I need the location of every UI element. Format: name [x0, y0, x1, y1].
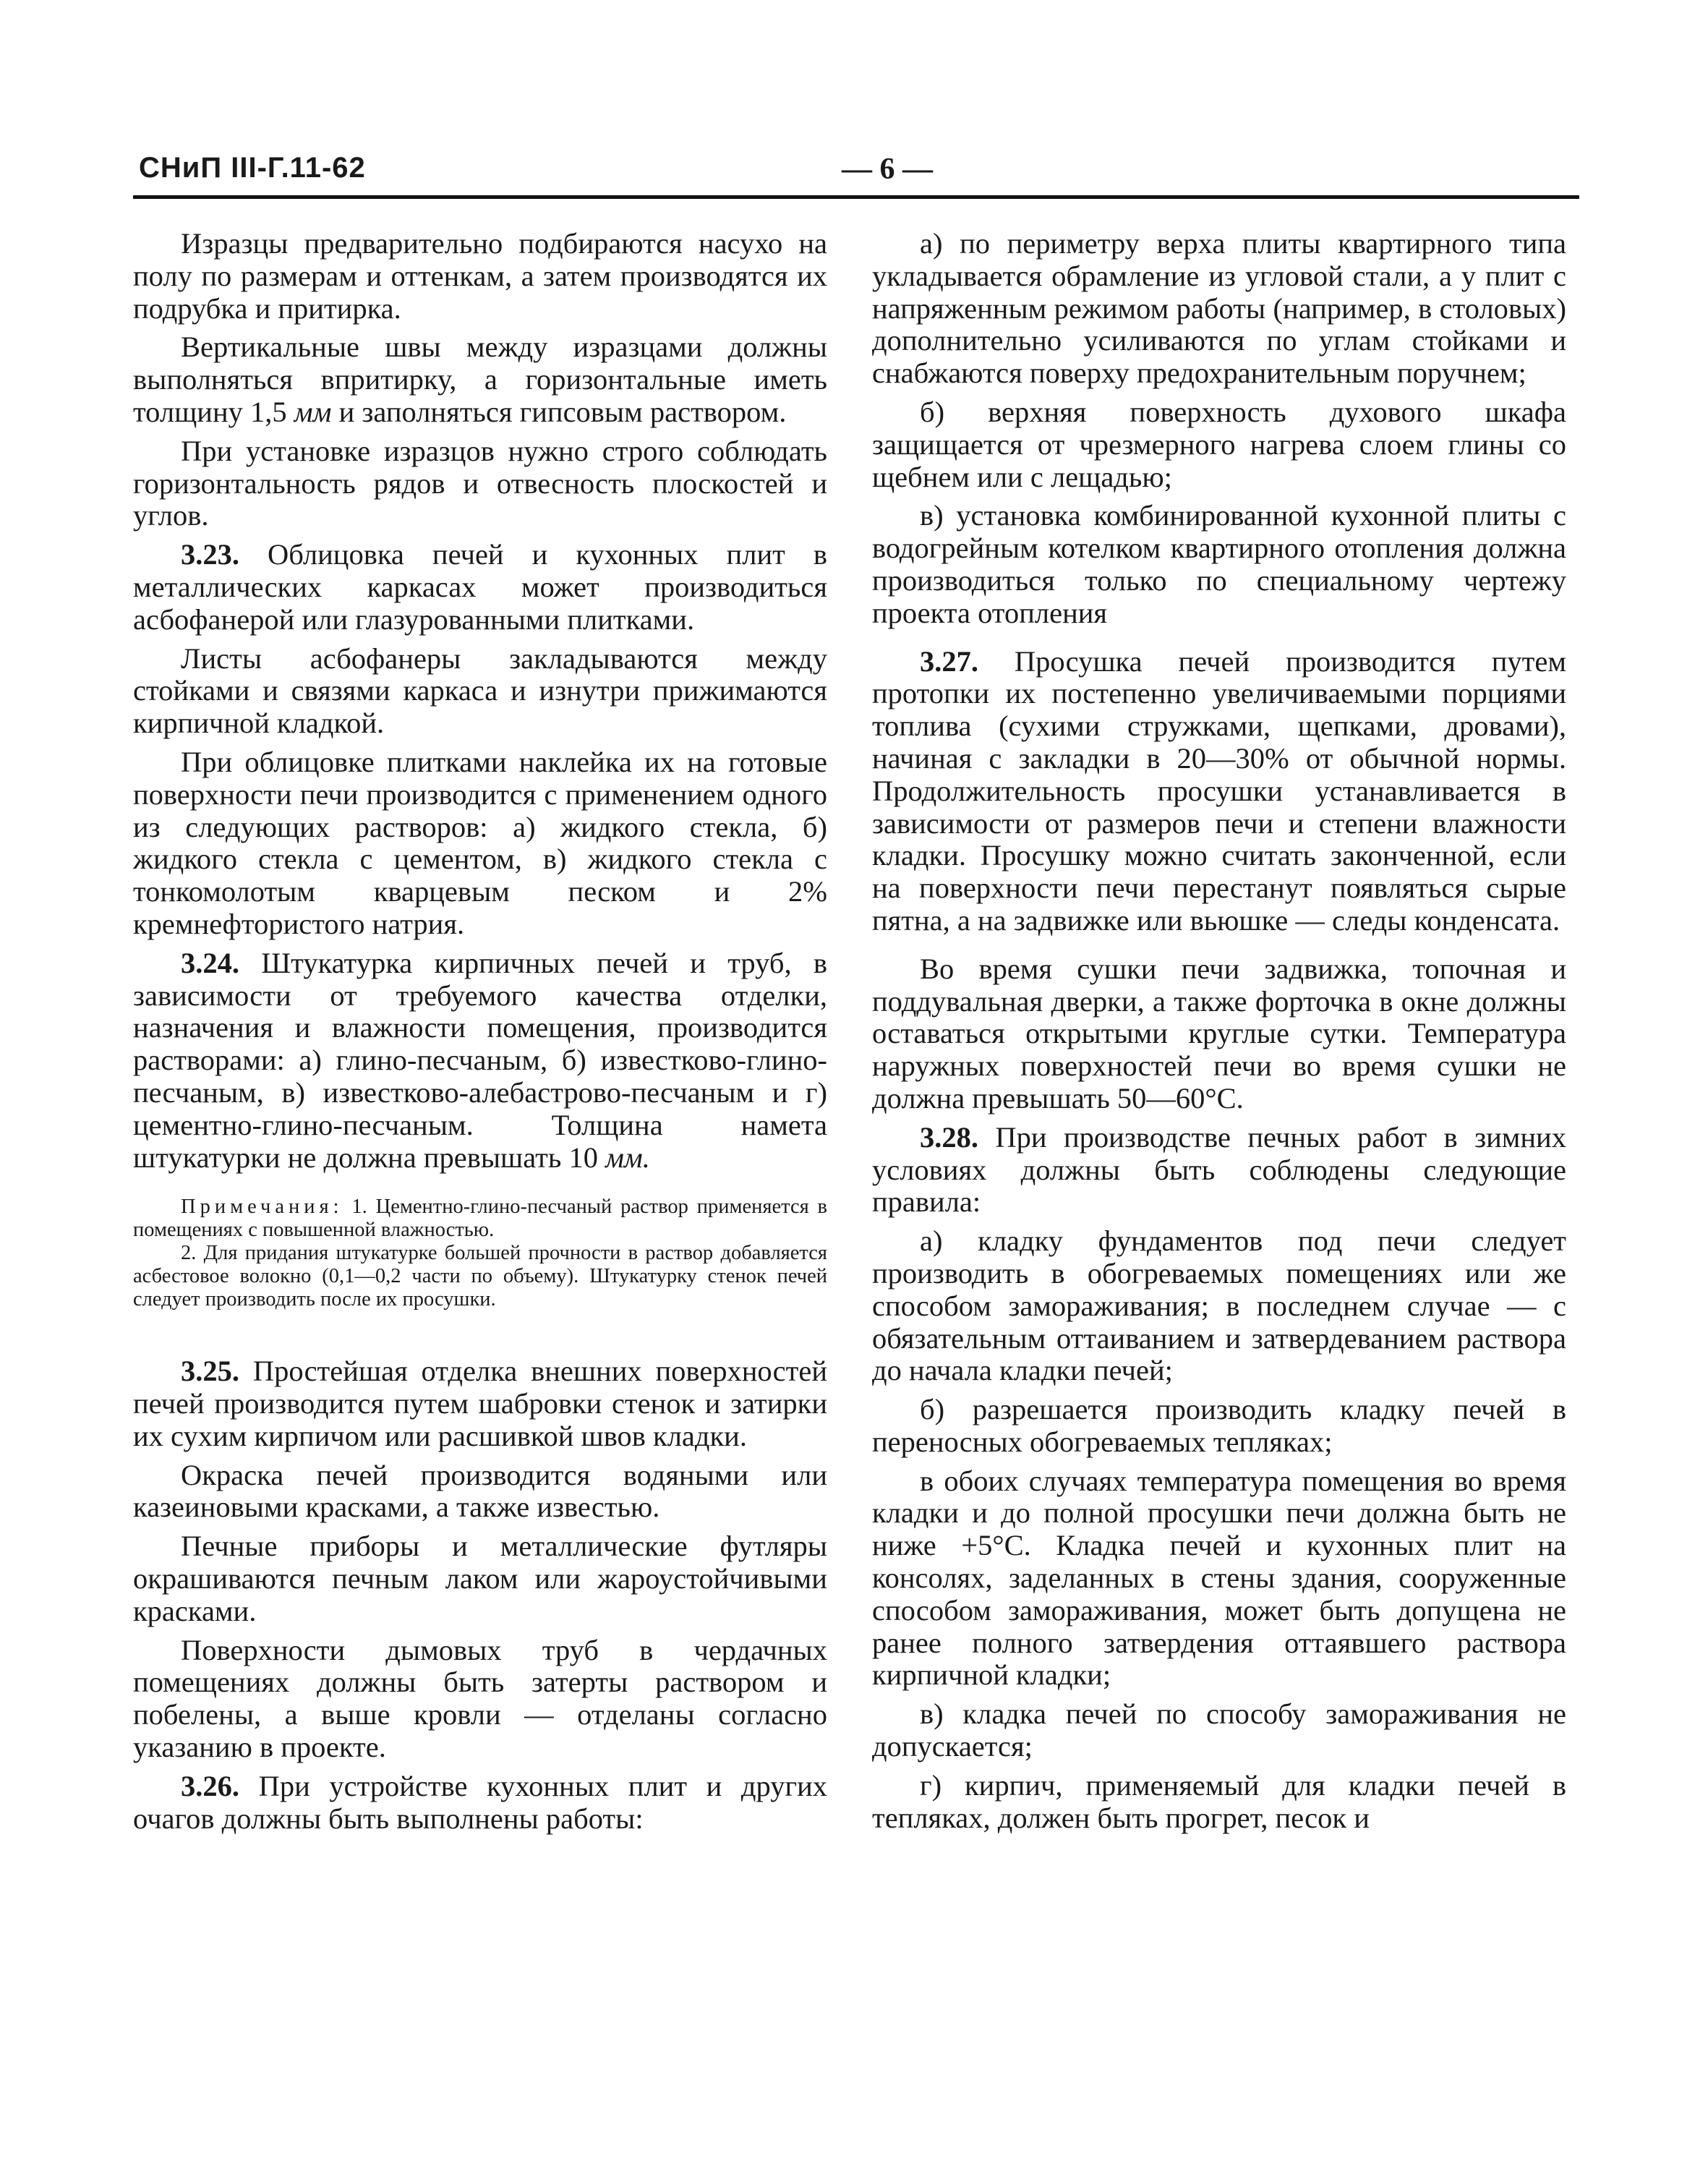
section-number: 3.25.	[181, 1355, 239, 1388]
page-header	[133, 152, 1579, 199]
paragraph-tiles-fitting: Изразцы предварительно подбираются насухо на полу по размерам и оттенкам, а затем производятся их подрубка и притирка.	[133, 227, 827, 325]
section-number: 3.24.	[181, 946, 239, 979]
rule-both-cases: в обоих случаях температура помещения во время кладки и до полной просушки печи должна быть не ниже +5°С. Кладка печей и кухонных плит на консолях, заделанных в стены здания, сооруженные способом замораживания, может быть допущена не ранее полного затвердения оттаявшего раствора кирпичной кладки;	[872, 1464, 1566, 1692]
section-number: 3.28.	[920, 1120, 978, 1154]
document-code: СНиП III-Г.11-62	[139, 152, 366, 184]
rule-a-foundations: а) кладку фундаментов под печи следует производить в обогреваемых помещениях или же способом замораживания; в последнем случае — с обязательным оттаиванием и затвердеванием раствора до начала кладки печей;	[872, 1224, 1566, 1387]
paragraph-drying-conditions: Во время сушки печи задвижка, топочная и поддувальная дверки, а также форточка в окне должны оставаться открытыми круглые сутки. Температура наружных поверхностей печи во время сушки не должна превышать 50—60°С.	[872, 952, 1566, 1115]
section-number: 3.23.	[181, 538, 239, 571]
note-1: Примечания: 1. Цементно-глино-песчаный раствор применяется в помещениях с повышенной влажностью.	[133, 1196, 827, 1242]
unit-mm: мм	[294, 395, 332, 428]
page-number: — 6 —	[842, 153, 933, 186]
section-number: 3.27.	[920, 644, 978, 678]
item-a-perimeter: а) по периметру верха плиты квартирного типа укладывается обрамление из угловой стали, а у плит с напряженным режимом работы (например, в столовых) дополнительно усиливаются по углам стойками и снабжаются поверху предохранительным поручнем;	[872, 227, 1566, 390]
paragraph-tile-cladding: При облицовке плитками наклейка их на готовые поверхности печи производится с применением одного из следующих растворов: а) жидкого стекла, б) жидкого стекла с цементом, в) жидкого стекла с тонкомолотым кварцевым песком и 2% кремнефтористого натрия.	[133, 745, 827, 940]
notes-block	[133, 1196, 827, 1311]
item-v-combined-stove: в) установка комбинированной кухонной плиты с водогрейным котелком квартирного отопления должна производиться только по специальному чертежу проекта отопления	[872, 499, 1566, 629]
section-3-27: 3.27. Просушка печей производится путем протопки их постепенно увеличиваемыми порциями топлива (сухими стружками, щепками, дровами), начиная с закладки в 20—30% от обычной нормы. Продолжительность просушки устанавливается в зависимости от размеров печи и степени влажности кладки. Просушку можно считать законченной, если на поверхности печи перестанут появляться сырые пятна, а на задвижке или вьюшке — следы конденсата.	[872, 644, 1566, 937]
section-3-23: 3.23. Облицовка печей и кухонных плит в металлических каркасах может производиться асбофанерой или глазурованными плитками.	[133, 538, 827, 636]
paragraph-painting: Окраска печей производится водяными или казеиновыми красками, а также известью.	[133, 1458, 827, 1524]
right-column	[872, 228, 1566, 1841]
note-2: 2. Для придания штукатурке большей прочности в раствор добавляется асбестовое волокно (0,1—0,2 части по объему). Штукатурку стенок печей следует производить после их просушки.	[133, 1241, 827, 1311]
notes-label: Примечания:	[181, 1196, 343, 1219]
paragraph-tiles-installation: При установке изразцов нужно строго соблюдать горизонтальность рядов и отвесность плоскостей и углов.	[133, 434, 827, 532]
rule-v-freezing: в) кладка печей по способу замораживания не допускается;	[872, 1697, 1566, 1763]
paragraph-chimney-surfaces: Поверхности дымовых труб в чердачных помещениях должны быть затерты раствором и побелены, а выше кровли — отделаны согласно указанию в проекте.	[133, 1633, 827, 1764]
item-b-oven-surface: б) верхняя поверхность духового шкафа защищается от чрезмерного нагрева слоем глины со щебнем или с лещадью;	[872, 395, 1566, 493]
paragraph-furnace-devices: Печные приборы и металлические футляры окрашиваются печным лаком или жароустойчивыми красками.	[133, 1530, 827, 1627]
rule-g-brick-heating: г) кирпич, применяемый для кладки печей в тепляках, должен быть прогрет, песок и	[872, 1768, 1566, 1834]
unit-mm: мм.	[605, 1141, 650, 1174]
rule-b-shelters: б) разрешается производить кладку печей в переносных обогреваемых тепляках;	[872, 1393, 1566, 1458]
left-column	[133, 228, 827, 1841]
section-3-28: 3.28. При производстве печных работ в зимних условиях должны быть соблюдены следующие правила:	[872, 1120, 1566, 1219]
section-3-26: 3.26. При устройстве кухонных плит и других очагов должны быть выполнены работы:	[133, 1769, 827, 1835]
section-number: 3.26.	[181, 1769, 239, 1802]
paragraph-asbestos-sheets: Листы асбофанеры закладываются между стойками и связями каркаса и изнутри прижимаются кирпичной кладкой.	[133, 642, 827, 740]
section-3-24: 3.24. Штукатурка кирпичных печей и труб, в зависимости от требуемого качества отделки, назначения и влажности помещения, производится растворами: а) глино-песчаным, б) известково-глино-песчаным, в) известково-алебастрово-песчаным и г) цементно-глино-песчаным. Толщина намета штукатурки не должна превышать 10 мм.	[133, 946, 827, 1174]
section-3-25: 3.25. Простейшая отделка внешних поверхностей печей производится путем шабровки стенок и затирки их сухим кирпичом или расшивкой швов кладки.	[133, 1355, 827, 1452]
paragraph-vertical-joints: Вертикальные швы между изразцами должны выполняться впритирку, а горизонтальные иметь толщину 1,5 мм и заполняться гипсовым раствором.	[133, 331, 827, 428]
